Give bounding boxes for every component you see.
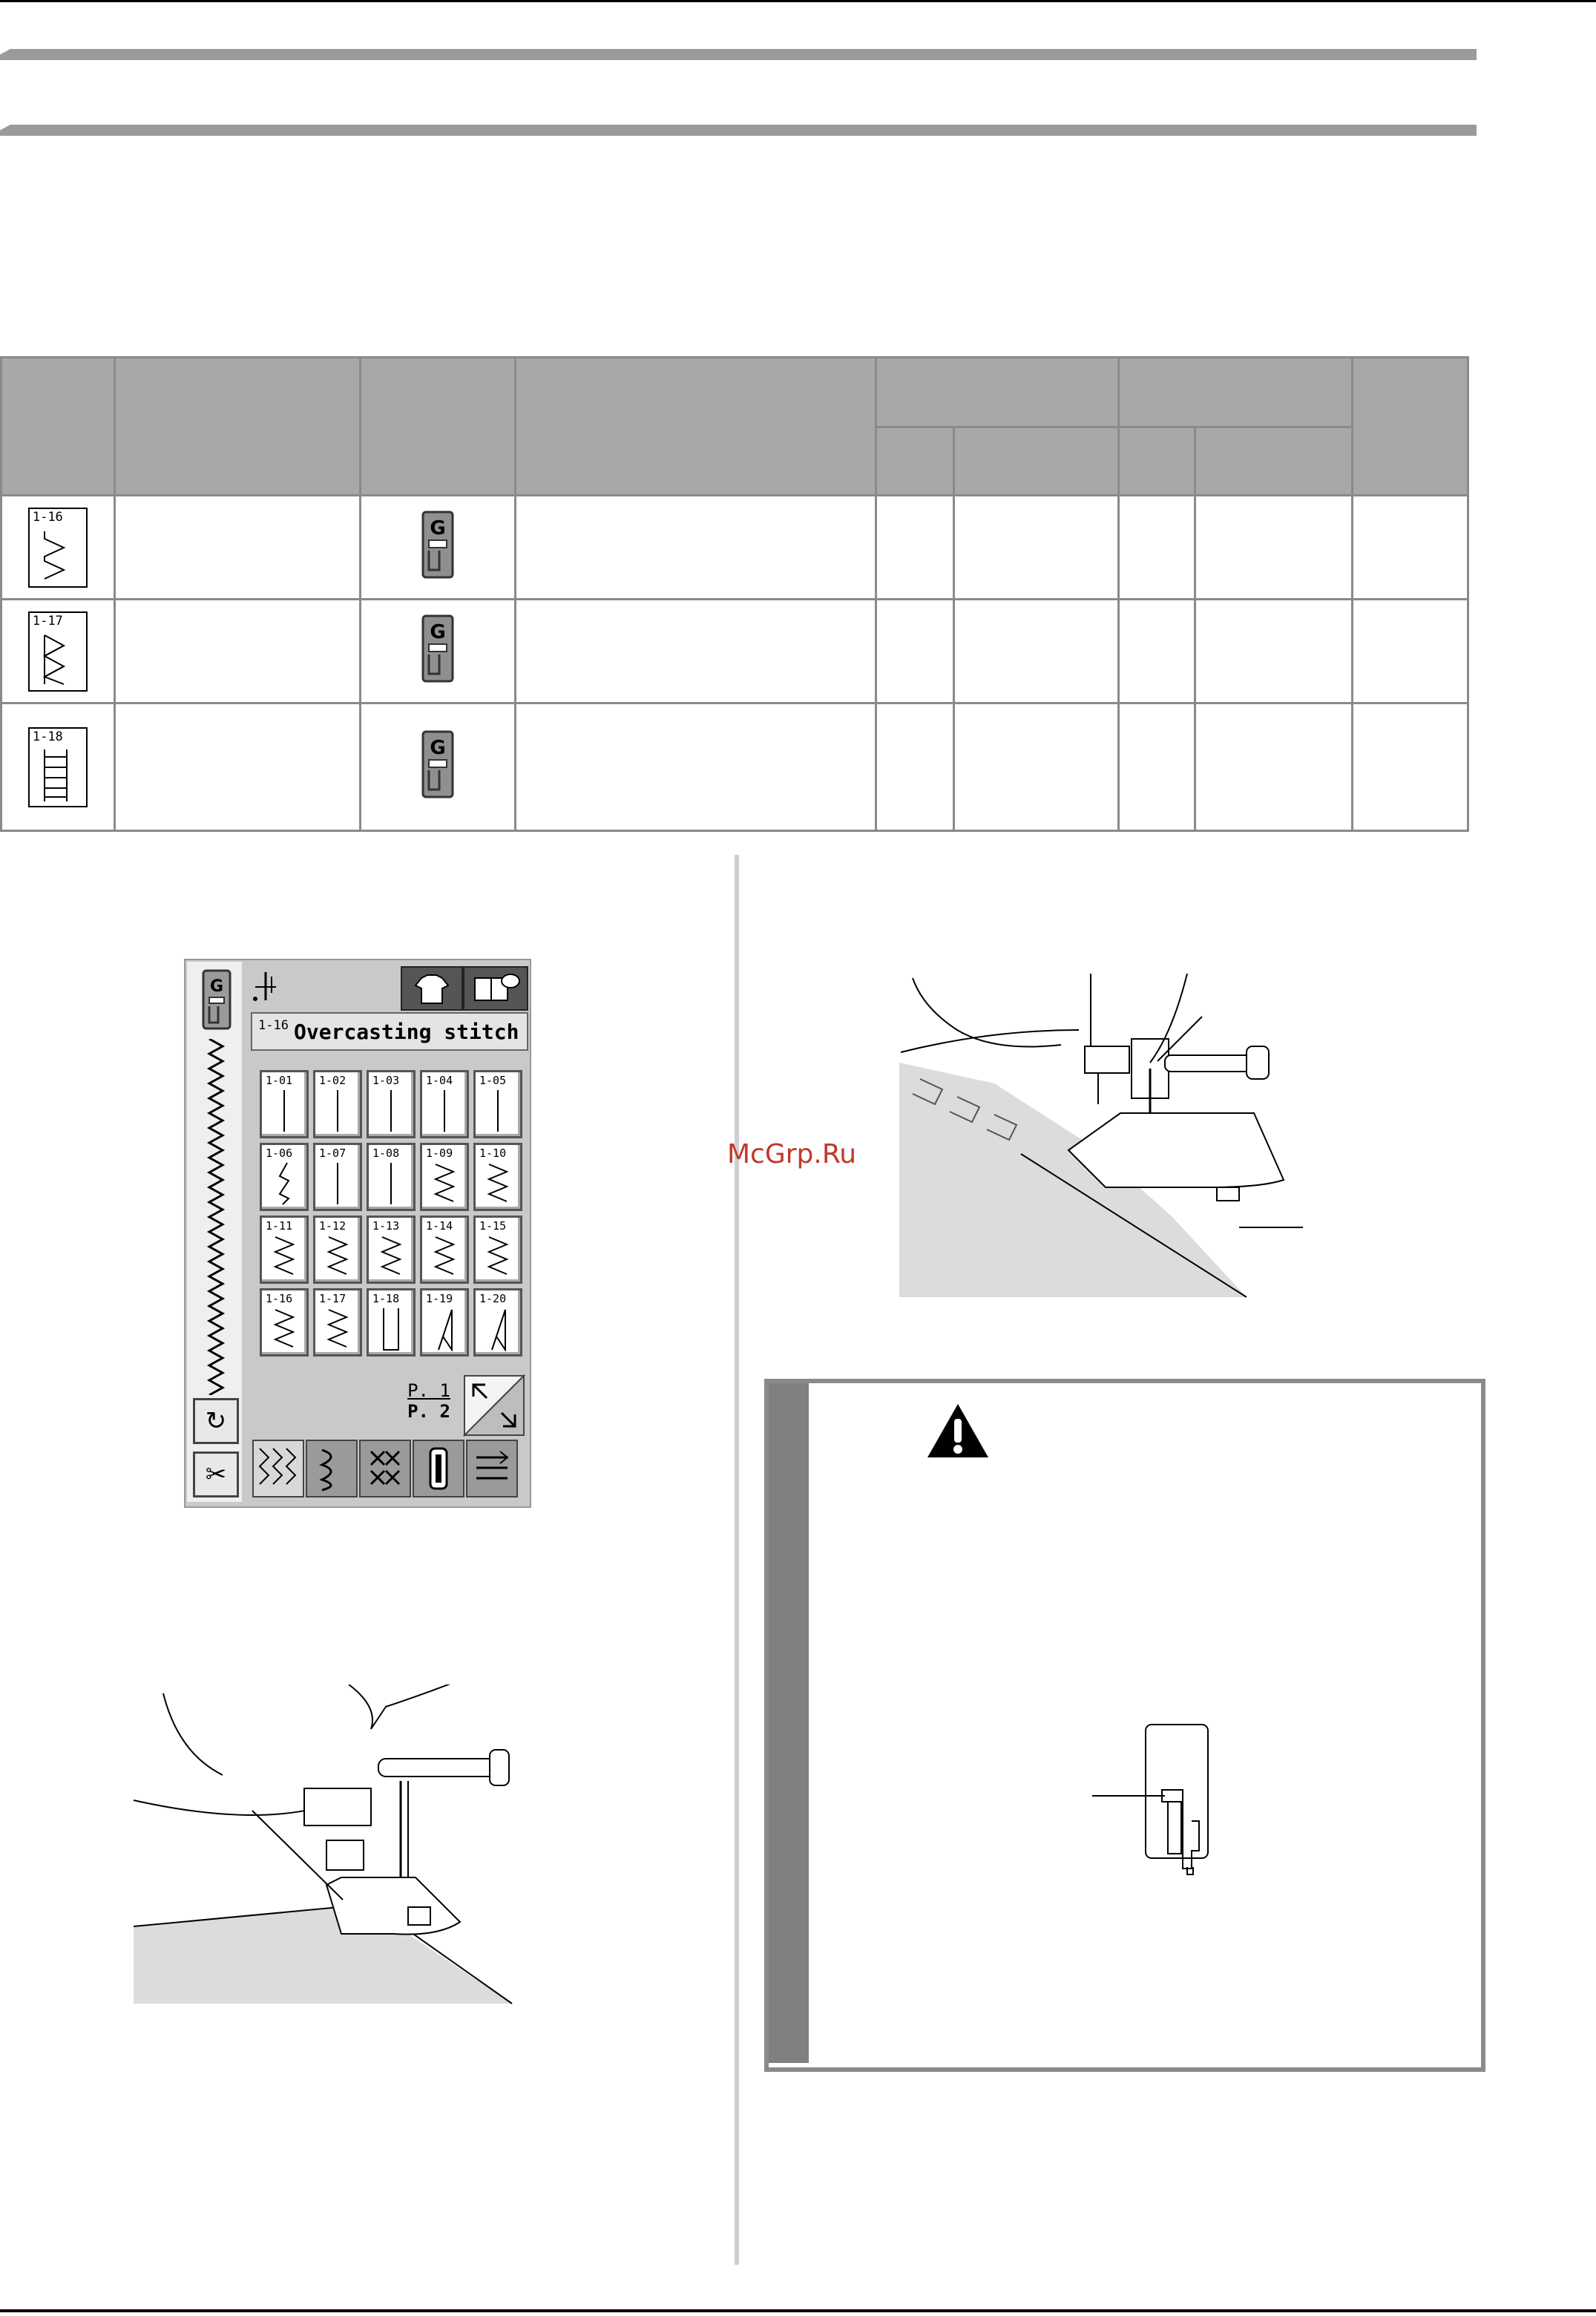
col-header bbox=[1352, 358, 1468, 496]
col-header-group bbox=[1118, 358, 1352, 427]
col-subheader bbox=[953, 427, 1118, 496]
stitch-button-label: 1-13 bbox=[372, 1219, 400, 1233]
stitch-button-label: 1-19 bbox=[426, 1292, 453, 1305]
stitch-preview-icon bbox=[422, 1089, 467, 1133]
stitch-button-label: 1-06 bbox=[266, 1146, 293, 1160]
value-cell bbox=[953, 703, 1118, 831]
stitch-button-1-14[interactable] bbox=[420, 1216, 469, 1284]
table-row bbox=[1, 496, 1468, 600]
tab-cross-stitches[interactable] bbox=[359, 1440, 411, 1497]
ladder-stitch-icon bbox=[37, 748, 79, 803]
reverse-button[interactable] bbox=[193, 1398, 239, 1444]
stitch-preview-icon bbox=[262, 1234, 306, 1279]
stitch-title-bar bbox=[251, 1012, 528, 1051]
stitch-name-cell bbox=[114, 703, 361, 831]
tab-utility-stitches[interactable] bbox=[252, 1440, 304, 1497]
stitch-button-label: 1-18 bbox=[372, 1292, 400, 1305]
foot-letter: G bbox=[430, 516, 446, 539]
stitch-table bbox=[0, 356, 1469, 832]
stitch-button-1-07[interactable] bbox=[313, 1143, 362, 1211]
stitch-button-label: 1-12 bbox=[319, 1219, 347, 1233]
stitch-code: 1-16 bbox=[32, 509, 63, 525]
stitch-cell bbox=[1, 703, 115, 831]
foot-cell bbox=[361, 703, 515, 831]
stitch-name-cell bbox=[114, 600, 361, 703]
stitch-button-1-11[interactable] bbox=[260, 1216, 309, 1284]
stitch-preview bbox=[203, 1039, 233, 1395]
presser-foot-g-icon[interactable] bbox=[196, 969, 237, 1031]
application-cell bbox=[515, 600, 876, 703]
overcasting-stitch-icon bbox=[37, 528, 79, 583]
stitch-button-label: 1-16 bbox=[266, 1292, 293, 1305]
stitch-button-label: 1-08 bbox=[372, 1146, 400, 1160]
stitch-code: 1-17 bbox=[32, 613, 63, 629]
application-cell bbox=[515, 703, 876, 831]
stitch-button-1-06[interactable] bbox=[260, 1143, 309, 1211]
scissors-icon: ✂ bbox=[205, 1460, 227, 1489]
stitch-button-1-04[interactable] bbox=[420, 1070, 469, 1138]
col-header-group bbox=[876, 358, 1119, 427]
stitch-preview-icon bbox=[476, 1089, 520, 1133]
stitch-button-label: 1-17 bbox=[319, 1292, 347, 1305]
value-cell bbox=[1352, 600, 1468, 703]
tab-decorative-stitches[interactable] bbox=[306, 1440, 358, 1497]
stitch-preview-icon bbox=[369, 1089, 413, 1133]
stitch-cell bbox=[1, 600, 115, 703]
stitch-code: 1-18 bbox=[32, 729, 63, 744]
stitch-button-label: 1-15 bbox=[479, 1219, 507, 1233]
stitch-button-1-02[interactable] bbox=[313, 1070, 362, 1138]
stitch-button-1-13[interactable] bbox=[367, 1216, 416, 1284]
value-cell bbox=[1352, 496, 1468, 600]
stitch-button-1-17[interactable] bbox=[313, 1288, 362, 1357]
stitch-preview-icon bbox=[369, 1234, 413, 1279]
stitch-button-label: 1-10 bbox=[479, 1146, 507, 1160]
value-cell bbox=[1195, 600, 1352, 703]
stitch-button-label: 1-14 bbox=[426, 1219, 453, 1233]
stitch-button-label: 1-20 bbox=[479, 1292, 507, 1305]
manual-button[interactable] bbox=[463, 966, 528, 1011]
col-subheader bbox=[876, 427, 954, 496]
reverse-icon: ↻ bbox=[205, 1406, 227, 1436]
overcasting-illustration bbox=[890, 972, 1336, 1299]
stitch-button-1-03[interactable] bbox=[367, 1070, 416, 1138]
needle-position-icon bbox=[251, 971, 280, 1003]
stitch-button-1-16[interactable] bbox=[260, 1288, 309, 1357]
page-turn-button[interactable] bbox=[463, 1374, 525, 1437]
stitch-preview-icon bbox=[422, 1234, 467, 1279]
header-bar-top bbox=[0, 49, 1477, 60]
foot-cell bbox=[361, 600, 515, 703]
stitch-button-1-18[interactable] bbox=[367, 1288, 416, 1357]
stitch-button-label: 1-05 bbox=[479, 1074, 507, 1087]
stitch-preview-icon bbox=[369, 1161, 413, 1206]
utility-stitch-icon bbox=[254, 1441, 303, 1496]
stitch-button-1-09[interactable] bbox=[420, 1143, 469, 1211]
stitch-preview-icon bbox=[369, 1307, 413, 1351]
stitch-pattern-icon bbox=[28, 508, 88, 588]
warning-icon bbox=[926, 1403, 990, 1459]
stitch-button-label: 1-09 bbox=[426, 1146, 453, 1160]
stitch-button-1-01[interactable] bbox=[260, 1070, 309, 1138]
stitch-button-1-10[interactable] bbox=[473, 1143, 522, 1211]
value-cell bbox=[876, 496, 954, 600]
value-cell bbox=[953, 600, 1118, 703]
selected-stitch-code: 1-16 bbox=[258, 1018, 289, 1033]
stitch-button-1-19[interactable] bbox=[420, 1288, 469, 1357]
stitch-preview-icon bbox=[262, 1089, 306, 1133]
stitch-button-1-05[interactable] bbox=[473, 1070, 522, 1138]
stitch-preview-icon bbox=[422, 1307, 467, 1351]
value-cell bbox=[876, 703, 954, 831]
col-header bbox=[515, 358, 876, 496]
stitch-button-label: 1-11 bbox=[266, 1219, 293, 1233]
caution-strip bbox=[769, 1383, 809, 2063]
presser-foot-g-icon bbox=[414, 511, 462, 582]
buttonhole-icon bbox=[414, 1441, 463, 1496]
header-bar-bottom bbox=[0, 125, 1477, 136]
watermark-text: McGrp.Ru bbox=[727, 1139, 857, 1170]
value-cell bbox=[1352, 703, 1468, 831]
stitch-preview-icon bbox=[476, 1307, 520, 1351]
shirt-button[interactable] bbox=[401, 966, 463, 1011]
stitch-preview-icon bbox=[315, 1307, 360, 1351]
presser-foot-diagram bbox=[1091, 1722, 1224, 1885]
top-rule bbox=[0, 0, 1596, 2]
stitch-pattern-icon bbox=[28, 727, 88, 807]
bottom-rule bbox=[0, 2309, 1596, 2312]
cross-stitch-icon bbox=[361, 1441, 410, 1496]
book-icon bbox=[464, 968, 527, 1009]
value-cell bbox=[1195, 703, 1352, 831]
value-cell bbox=[1118, 703, 1195, 831]
value-cell bbox=[1195, 496, 1352, 600]
stitch-button-label: 1-07 bbox=[319, 1146, 347, 1160]
stitch-preview-icon bbox=[422, 1161, 467, 1206]
stitch-preview-icon bbox=[476, 1234, 520, 1279]
decorative-stitch-icon bbox=[307, 1441, 356, 1496]
presser-foot-g-icon bbox=[414, 614, 462, 686]
tab-buttonhole-stitches[interactable] bbox=[413, 1440, 464, 1497]
page-current: P. 1 bbox=[407, 1380, 450, 1401]
presser-foot-g-icon bbox=[414, 730, 462, 801]
column-divider bbox=[735, 855, 739, 2265]
value-cell bbox=[953, 496, 1118, 600]
foot-letter: G bbox=[430, 620, 446, 643]
presser-foot-illustration bbox=[126, 1684, 571, 2011]
stitch-name-cell bbox=[114, 496, 361, 600]
stitch-cell bbox=[1, 496, 115, 600]
foot-cell bbox=[361, 496, 515, 600]
value-cell bbox=[1118, 600, 1195, 703]
stitch-preview-icon bbox=[262, 1307, 306, 1351]
application-cell bbox=[515, 496, 876, 600]
stitch-preview-icon bbox=[262, 1161, 306, 1206]
foot-letter: G bbox=[209, 977, 224, 996]
col-header bbox=[1, 358, 115, 496]
stitch-button-label: 1-04 bbox=[426, 1074, 453, 1087]
stitch-button-label: 1-02 bbox=[319, 1074, 347, 1087]
stitch-button-1-08[interactable] bbox=[367, 1143, 416, 1211]
value-cell bbox=[1118, 496, 1195, 600]
stitch-button-label: 1-03 bbox=[372, 1074, 400, 1087]
table-row bbox=[1, 600, 1468, 703]
stitch-pattern-icon bbox=[28, 611, 88, 692]
stitch-preview-icon bbox=[476, 1161, 520, 1206]
stitch-button-label: 1-01 bbox=[266, 1074, 293, 1087]
page-total: P. 2 bbox=[407, 1401, 450, 1422]
shirt-icon bbox=[402, 968, 462, 1009]
tab-sewing-list[interactable] bbox=[466, 1440, 518, 1497]
stitch-preview-icon bbox=[315, 1234, 360, 1279]
list-icon bbox=[467, 1441, 516, 1496]
col-header bbox=[361, 358, 515, 496]
stitch-button-1-15[interactable] bbox=[473, 1216, 522, 1284]
thread-cutter-button[interactable] bbox=[193, 1451, 239, 1497]
page-indicator bbox=[407, 1380, 451, 1422]
selected-stitch-name: Overcasting stitch bbox=[294, 1020, 519, 1044]
stitch-button-1-20[interactable] bbox=[473, 1288, 522, 1357]
overcasting-stitch-icon bbox=[37, 632, 79, 687]
stitch-preview-icon bbox=[315, 1161, 360, 1206]
col-subheader bbox=[1118, 427, 1195, 496]
foot-letter: G bbox=[430, 736, 446, 759]
table-row bbox=[1, 703, 1468, 831]
stitch-preview-icon bbox=[315, 1089, 360, 1133]
stitch-button-1-12[interactable] bbox=[313, 1216, 362, 1284]
value-cell bbox=[876, 600, 954, 703]
col-subheader bbox=[1195, 427, 1352, 496]
col-header bbox=[114, 358, 361, 496]
